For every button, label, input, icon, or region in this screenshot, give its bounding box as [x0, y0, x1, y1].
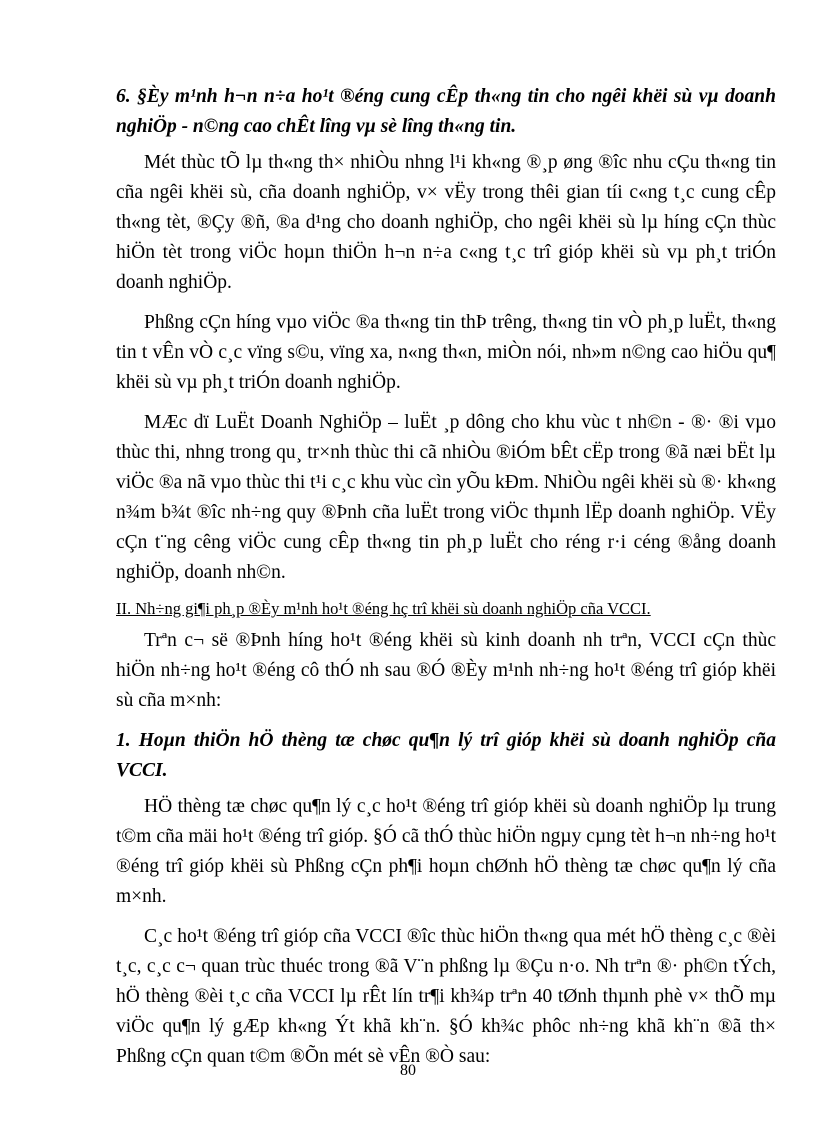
paragraph: Mét thùc tÕ lµ th«ng th× nhiÒu nhng l¹i kh«ng ®¸p øng ®îc nhu cÇu th«ng tin cña ngêi khëi sù, cña doanh nghiÖp, v× vËy trong thêi gian tíi c«ng t¸c cung cÊp th«ng tèt, ®Çy ®ñ, ®a d¹ng cho doanh nghiÖp, cho ngêi khëi sù lµ híng cÇn thùc hiÖn tèt trong viÖc hoµn thiÖn h¬n n÷a c«ng t¸c trî gióp khëi sù vµ ph¸t triÓn doanh nghiÖp.	[116, 152, 776, 293]
paragraph: Phßng cÇn híng vµo viÖc ®a th«ng tin thÞ trêng, th«ng tin vÒ ph¸p luËt, th«ng tin t vÊn vÒ c¸c vïng s©u, vïng xa, n«ng th«n, miÒn nói, nh»m n©ng cao hiÖu qu¶ khëi sù vµ ph¸t triÓn doanh nghiÖp.	[116, 312, 776, 393]
paragraph: MÆc dï LuËt Doanh NghiÖp – luËt ¸p dông cho khu vùc t nh©n - ®· ®i vµo thùc thi, nhng trong qu¸ tr×nh thùc thi cã nhiÒu ®iÓm bÊt cËp trong ®ã næi bËt lµ viÖc ®a nã vµo thùc thi t¹i c¸c khu vùc cìn yÕu kÐm. NhiÒu ngêi khëi sù ®· kh«ng n¾m b¾t ®îc nh÷ng quy ®Þnh cña luËt trong viÖc thµnh lËp doanh nghiÖp. VËy cÇn t¨ng cêng viÖc cung cÊp th«ng tin ph¸p luËt cho réng r·i céng ®ång doanh nghiÖp, doanh nh©n.	[116, 412, 776, 583]
paragraph: HÖ thèng tæ chøc qu¶n lý c¸c ho¹t ®éng trî gióp khëi sù doanh nghiÖp lµ trung t©m cña mäi ho¹t ®éng trî gióp. §Ó cã thÓ thùc hiÖn ngµy cµng tèt h¬n nh÷ng ho¹t ®éng trî gióp khëi sù Phßng cÇn ph¶i hoµn chØnh hÖ thèng tæ chøc qu¶n lý cña m×nh.	[116, 796, 776, 907]
paragraph: Trªn c¬ së ®Þnh híng ho¹t ®éng khëi sù kinh doanh nh trªn, VCCI cÇn thùc hiÖn nh÷ng ho¹t ®éng cô thÓ nh sau ®Ó ®Èy m¹nh nh÷ng ho¹t ®éng trî gióp khëi sù cña m×nh:	[116, 630, 776, 711]
page-body	[116, 82, 776, 1082]
section-heading-6: 6. §Èy m¹nh h¬n n÷a ho¹t ®éng cung cÊp th«ng tin cho ngêi khëi sù vµ doanh nghiÖp - n©ng cao chÊt lîng vµ sè lîng th«ng tin.	[116, 86, 776, 137]
subsection-heading-1: 1. Hoµn thiÖn hÖ thèng tæ chøc qu¶n lý trî gióp khëi sù doanh nghiÖp cña VCCI.	[116, 730, 776, 781]
section-title-ii: II. Nh÷ng gi¶i ph¸p ®Èy m¹nh ho¹t ®éng hç trî khëi sù doanh nghiÖp cña VCCI.	[116, 599, 651, 618]
page-number: 80	[400, 1062, 416, 1079]
paragraph: C¸c ho¹t ®éng trî gióp cña VCCI ®îc thùc hiÖn th«ng qua mét hÖ thèng c¸c ®èi t¸c, c¸c c¬ quan trùc thuéc trong ®ã V¨n phßng lµ ®Çu n·o. Nh trªn ®· ph©n tÝch, hÖ thèng ®èi t¸c cña VCCI lµ rÊt lín tr¶i kh¾p trªn 40 tØnh thµnh phè v× thÕ mµ viÖc qu¶n lý gÆp kh«ng Ýt khã kh¨n. §Ó kh¾c phôc nh÷ng khã kh¨n ®ã th× Phßng cÇn quan t©m ®Õn mét sè vÊn ®Ò sau:	[116, 926, 776, 1067]
